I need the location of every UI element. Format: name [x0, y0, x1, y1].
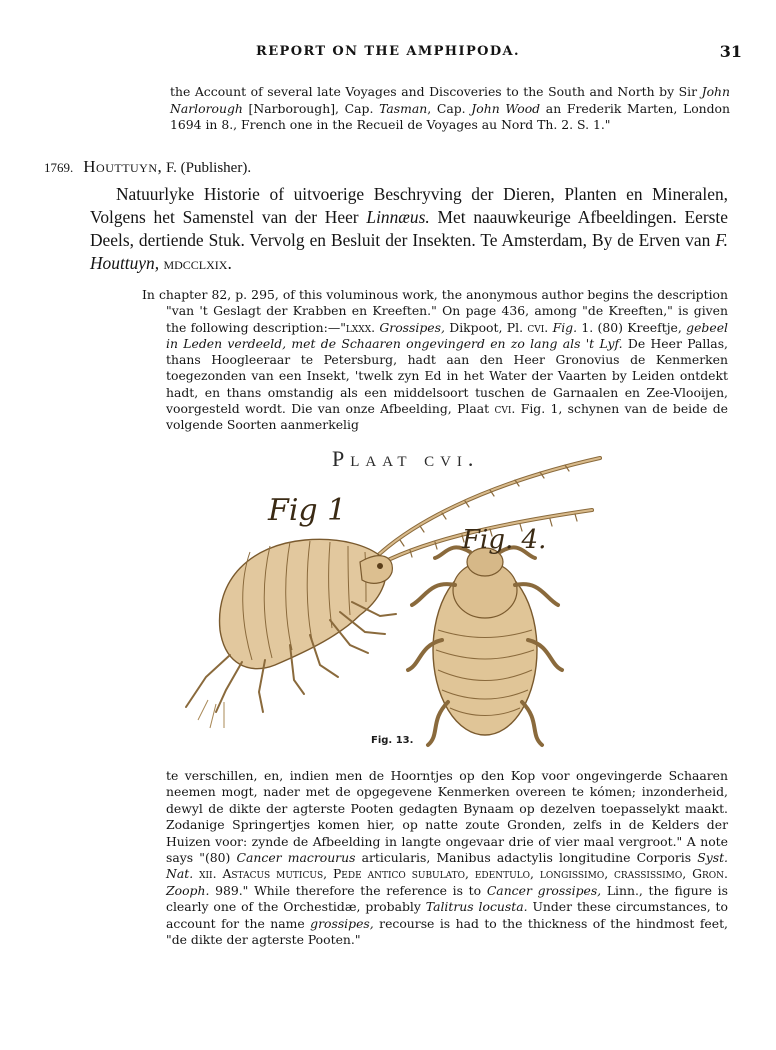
- louse-figure: [408, 547, 562, 745]
- commentary-text: Linn., the figure is clearly one of the Orchestidæ, probably: [166, 882, 728, 915]
- commentary-text: Under these circumstances, to account for the name: [166, 899, 728, 931]
- commentary-smallcaps: Gron.: [692, 866, 728, 882]
- commentary-italic: Cancer macrourus: [236, 850, 356, 866]
- quote-text: an Frederik Marten, London: [540, 100, 731, 116]
- book-title-date: mdcclxix.: [163, 253, 232, 273]
- commentary-text: 989." While therefore the reference is to: [209, 882, 487, 898]
- plate-title: Plaat cvi.: [332, 446, 480, 471]
- quote-text: the Account of several late Voyages and Discoveries to the South and North by Sir: [170, 84, 702, 99]
- previous-entry-quote: [170, 84, 730, 134]
- commentary-italic: Grossipes,: [379, 319, 445, 335]
- quote-italic: Tasman: [379, 100, 428, 116]
- quote-text: 1694 in 8., French one in the Recueil de Voyages au Nord Th. 2. S. 1.": [170, 117, 611, 132]
- commentary-italic: Fig.: [552, 319, 578, 335]
- commentary-paragraph: [142, 287, 728, 434]
- commentary-italic: grossipes,: [310, 915, 374, 931]
- book-title-text: Natuurlyke Historie of uitvoerige Beschryving der Dieren, Planten en Mineralen, Volgens het Samenstel van der Heer: [90, 184, 728, 227]
- entry-author-rest: F. (Publisher).: [162, 160, 252, 176]
- commentary-italic: Syst. Nat.: [166, 850, 728, 882]
- book-title-text: Met naauwkeurige Afbeeldingen. Eerste Deels, dertiende Stuk. Vervolg en Besluit der Insekten. Te Amsterdam, By de Erven van: [90, 207, 728, 250]
- quote-text: , Cap.: [427, 100, 472, 116]
- quote-italic: John: [701, 84, 730, 99]
- commentary-smallcaps: lxxx.: [345, 319, 376, 335]
- page-number: 31: [719, 42, 742, 61]
- book-title-italic: Linnæus.: [366, 207, 430, 227]
- commentary-text: Fig. 1, schynen van de beide de volgende Soorten aanmerkelig: [166, 401, 728, 433]
- commentary-text: In chapter 82, p. 295, of this voluminous work, the anonymous author begins the description "van 't Geslagt der Krabben en Kreeften." On page 436, among "de Kreeften," is given the following description:—": [142, 287, 728, 335]
- quote-text: [Narborough], Cap.: [242, 100, 380, 116]
- commentary-text: articularis, Manibus adactylis longitudine Corporis: [355, 850, 698, 866]
- commentary-italic: Talitrus locusta.: [425, 899, 528, 915]
- commentary-text: recourse is had to the thickness of the hindmost feet, "de dikte der agterste Pooten.": [166, 915, 728, 948]
- figure-caption: Fig. 13.: [371, 735, 414, 746]
- running-title: REPORT ON THE AMPHIPODA.: [256, 44, 520, 59]
- commentary-text: De Heer Pallas, thans Hoogleeraar te Petersburg, hadt aan den Heer Gronovius de Kenmerken toegezonden van een Insekt, 'twelk zyn Ed in het Water der Vaarten by Leiden ontdekt hadt, en thans omstandig als een middelsoort tuschen de Garnaalen en Zee-Vlooijen, voorgesteld wordt. Die van onze Afbeelding, Plaat: [166, 335, 728, 417]
- commentary-italic: Cancer grossipes,: [486, 882, 602, 898]
- page-header: [0, 44, 776, 64]
- continued-commentary: [166, 768, 728, 948]
- book-title: [90, 183, 728, 275]
- quote-italic: Narlorough: [170, 100, 243, 116]
- book-title-italic: F. Houttuyn,: [90, 230, 728, 273]
- entry-year: 1769.: [44, 160, 74, 175]
- commentary-text: xii. Astacus muticus, Pede antico subulato, edentulo, longissimo, crassissimo,: [193, 866, 693, 882]
- plate-illustration: [180, 440, 610, 760]
- commentary-italic: Zooph.: [166, 882, 210, 898]
- quote-italic: John Wood: [471, 100, 541, 116]
- commentary-smallcaps: cvi.: [494, 401, 516, 417]
- commentary-text: Dikpoot, Pl.: [444, 319, 528, 335]
- fig1-label: Fig 1: [268, 493, 347, 528]
- commentary-italic: gebeel in Leden verdeeld, met de Schaaren ongevingerd en zo lang als 't Lyf.: [166, 319, 728, 351]
- commentary-text: te verschillen, en, indien men de Hoorntjes op den Kop voor ongevingerde Schaaren neemen mogt, nader met de opgegevene Kenmerken overeen te kómen; inzonderheid, dewyl de dikte der agterste Pooten gedagten Bynaam op dezelven toepasselykt maakt. Zodanige Springertjes komen hier, op natte zoute Gronden, zelfs in de Kelders der Huizen voor: zynde de Afbeelding in langte ongevaar drie of vier maal vergroot." A note says "(80): [166, 768, 728, 866]
- fig4-label: Fig. 4.: [462, 525, 547, 555]
- commentary-text: 1. (80) Kreeftje,: [577, 319, 687, 335]
- amphipod-figure: [186, 539, 396, 728]
- entry-author: Houttuyn,: [83, 157, 163, 176]
- bibliography-entry-heading: [44, 157, 251, 177]
- commentary-smallcaps: cvi.: [527, 319, 549, 335]
